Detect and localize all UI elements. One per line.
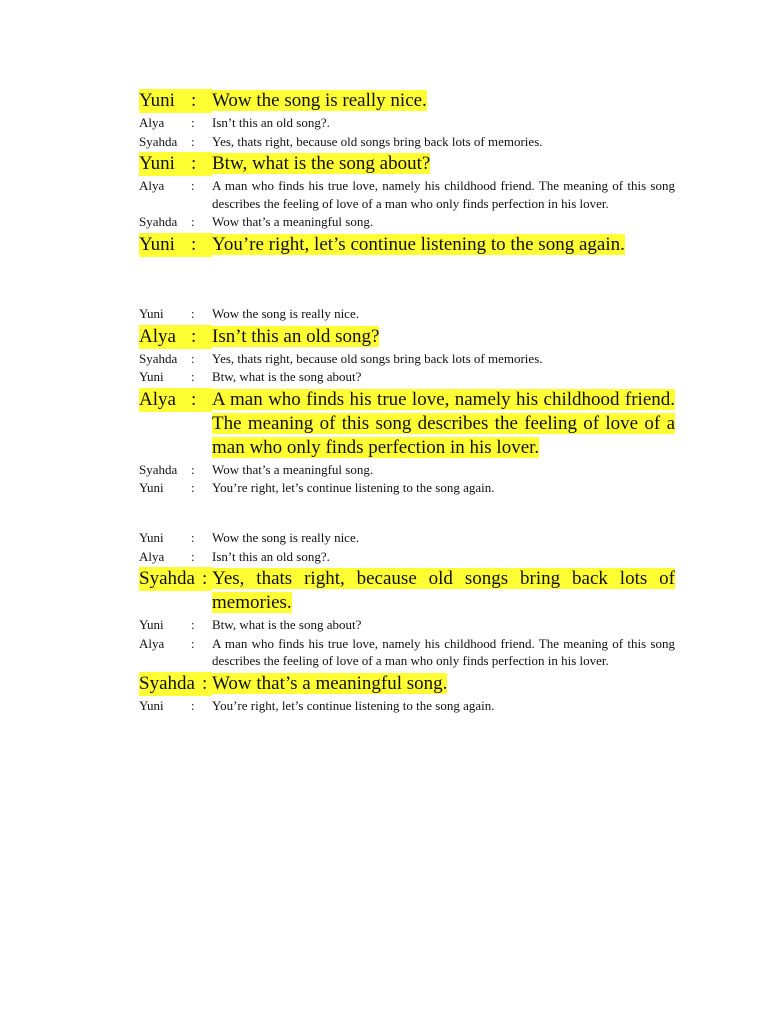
- dialogue-text: You’re right, let’s continue listening to the song again.: [212, 480, 495, 495]
- speaker-name: Alya: [139, 635, 165, 651]
- highlighted-text: Yes, thats right, because old songs bring back lots of memories.: [212, 568, 675, 613]
- dialogue-line: [139, 350, 675, 368]
- speaker-name: Alya: [139, 548, 165, 564]
- speaker-name: Syahda: [139, 350, 178, 366]
- speaker-name: Syahda: [139, 567, 202, 591]
- dialogue-text: Btw, what is the song about?: [212, 369, 362, 384]
- dialogue-line: [139, 616, 675, 634]
- separator: :: [191, 369, 195, 384]
- speaker-name: Yuni: [139, 369, 164, 384]
- dialogue-line: [139, 233, 675, 257]
- separator: :: [191, 635, 195, 651]
- dialogue-line: [139, 635, 675, 670]
- dialogue-text: [212, 89, 675, 113]
- dialogue-text: A man who finds his true love, namely his childhood friend. The meaning of this song describes the feeling of love of a man who only finds perfection in his lover.: [212, 635, 675, 668]
- dialogue-line: [139, 548, 675, 566]
- separator: :: [191, 133, 195, 149]
- highlighted-text: Btw, what is the song about?: [212, 153, 431, 174]
- speaker-name: Syahda: [139, 214, 178, 229]
- speaker-name: Yuni: [139, 233, 191, 257]
- separator: :: [191, 697, 195, 713]
- dialogue-text: Isn’t this an old song?.: [212, 115, 330, 130]
- speaker-name: Alya: [139, 178, 165, 193]
- dialogue-text: Wow that’s a meaningful song.: [212, 214, 374, 229]
- dialogue-text: Wow that’s a meaningful song.: [212, 461, 374, 477]
- highlighted-text: A man who finds his true love, namely his childhood friend. The meaning of this song describes the feeling of love of a man who only finds perfection in his lover.: [212, 388, 675, 458]
- dialogue-text: [212, 672, 675, 696]
- highlighted-text: Wow that’s a meaningful song.: [212, 672, 448, 694]
- dialogue-line: [139, 461, 675, 479]
- highlighted-text: You’re right, let’s continue listening to the song again.: [212, 233, 625, 255]
- dialogue-block-1: [139, 87, 675, 258]
- separator: :: [191, 388, 212, 412]
- speaker-name: Syahda: [139, 461, 178, 477]
- dialogue-line: [139, 697, 675, 715]
- separator: :: [191, 548, 195, 564]
- dialogue-text: Wow the song is really nice.: [212, 530, 359, 545]
- dialogue-line: [139, 133, 675, 151]
- dialogue-text: Yes, thats right, because old songs bring back lots of memories.: [212, 133, 543, 149]
- highlighted-text: Wow the song is really nice.: [212, 90, 427, 111]
- speaker-name: Yuni: [139, 306, 164, 321]
- dialogue-text: Isn’t this an old song?.: [212, 548, 330, 564]
- separator: :: [191, 350, 195, 366]
- dialogue-text: [212, 388, 675, 460]
- separator: :: [191, 461, 195, 477]
- dialogue-block-2: [139, 305, 675, 498]
- dialogue-line: [139, 368, 675, 386]
- separator: :: [191, 152, 212, 176]
- speaker-name: Alya: [139, 325, 191, 349]
- dialogue-line: [139, 89, 675, 113]
- speaker-name: Alya: [139, 388, 191, 412]
- speaker-name: Yuni: [139, 152, 191, 176]
- speaker-name: Yuni: [139, 697, 164, 713]
- dialogue-text: [212, 567, 675, 615]
- separator: :: [202, 672, 212, 696]
- separator: :: [191, 115, 195, 130]
- separator: :: [191, 214, 195, 229]
- separator: :: [191, 617, 195, 632]
- dialogue-line: [139, 529, 675, 547]
- speaker-name: Yuni: [139, 530, 164, 545]
- separator: :: [202, 567, 212, 591]
- separator: :: [191, 530, 195, 545]
- dialogue-line: [139, 213, 675, 231]
- speaker-name: Yuni: [139, 617, 164, 632]
- separator: :: [191, 306, 195, 321]
- speaker-name: Yuni: [139, 480, 164, 495]
- dialogue-text: You’re right, let’s continue listening to the song again.: [212, 697, 495, 713]
- dialogue-line: [139, 152, 675, 176]
- separator: :: [191, 480, 195, 495]
- dialogue-text: [212, 152, 675, 176]
- dialogue-text: A man who finds his true love, namely his childhood friend. The meaning of this song describes the feeling of love of a man who only finds perfection in his lover.: [212, 178, 675, 211]
- dialogue-text: [212, 233, 675, 257]
- separator: :: [191, 233, 212, 257]
- dialogue-line: [139, 305, 675, 323]
- separator: :: [191, 89, 212, 113]
- separator: :: [191, 178, 195, 193]
- dialogue-line: [139, 388, 675, 460]
- dialogue-line: [139, 177, 675, 212]
- separator: :: [191, 325, 212, 349]
- dialogue-text: Btw, what is the song about?: [212, 617, 362, 632]
- dialogue-text: Yes, thats right, because old songs bring back lots of memories.: [212, 350, 543, 366]
- dialogue-line: [139, 479, 675, 497]
- speaker-name: Alya: [139, 115, 165, 130]
- speaker-name: Syahda: [139, 133, 178, 149]
- dialogue-text: Wow the song is really nice.: [212, 306, 359, 321]
- dialogue-line: [139, 672, 675, 696]
- dialogue-line: [139, 567, 675, 615]
- dialogue-block-3: [139, 529, 675, 715]
- dialogue-text: [212, 325, 675, 349]
- dialogue-line: [139, 114, 675, 132]
- dialogue-line: [139, 325, 675, 349]
- speaker-name: Yuni: [139, 89, 191, 113]
- speaker-name: Syahda: [139, 672, 202, 696]
- highlighted-text: Isn’t this an old song?: [212, 325, 380, 347]
